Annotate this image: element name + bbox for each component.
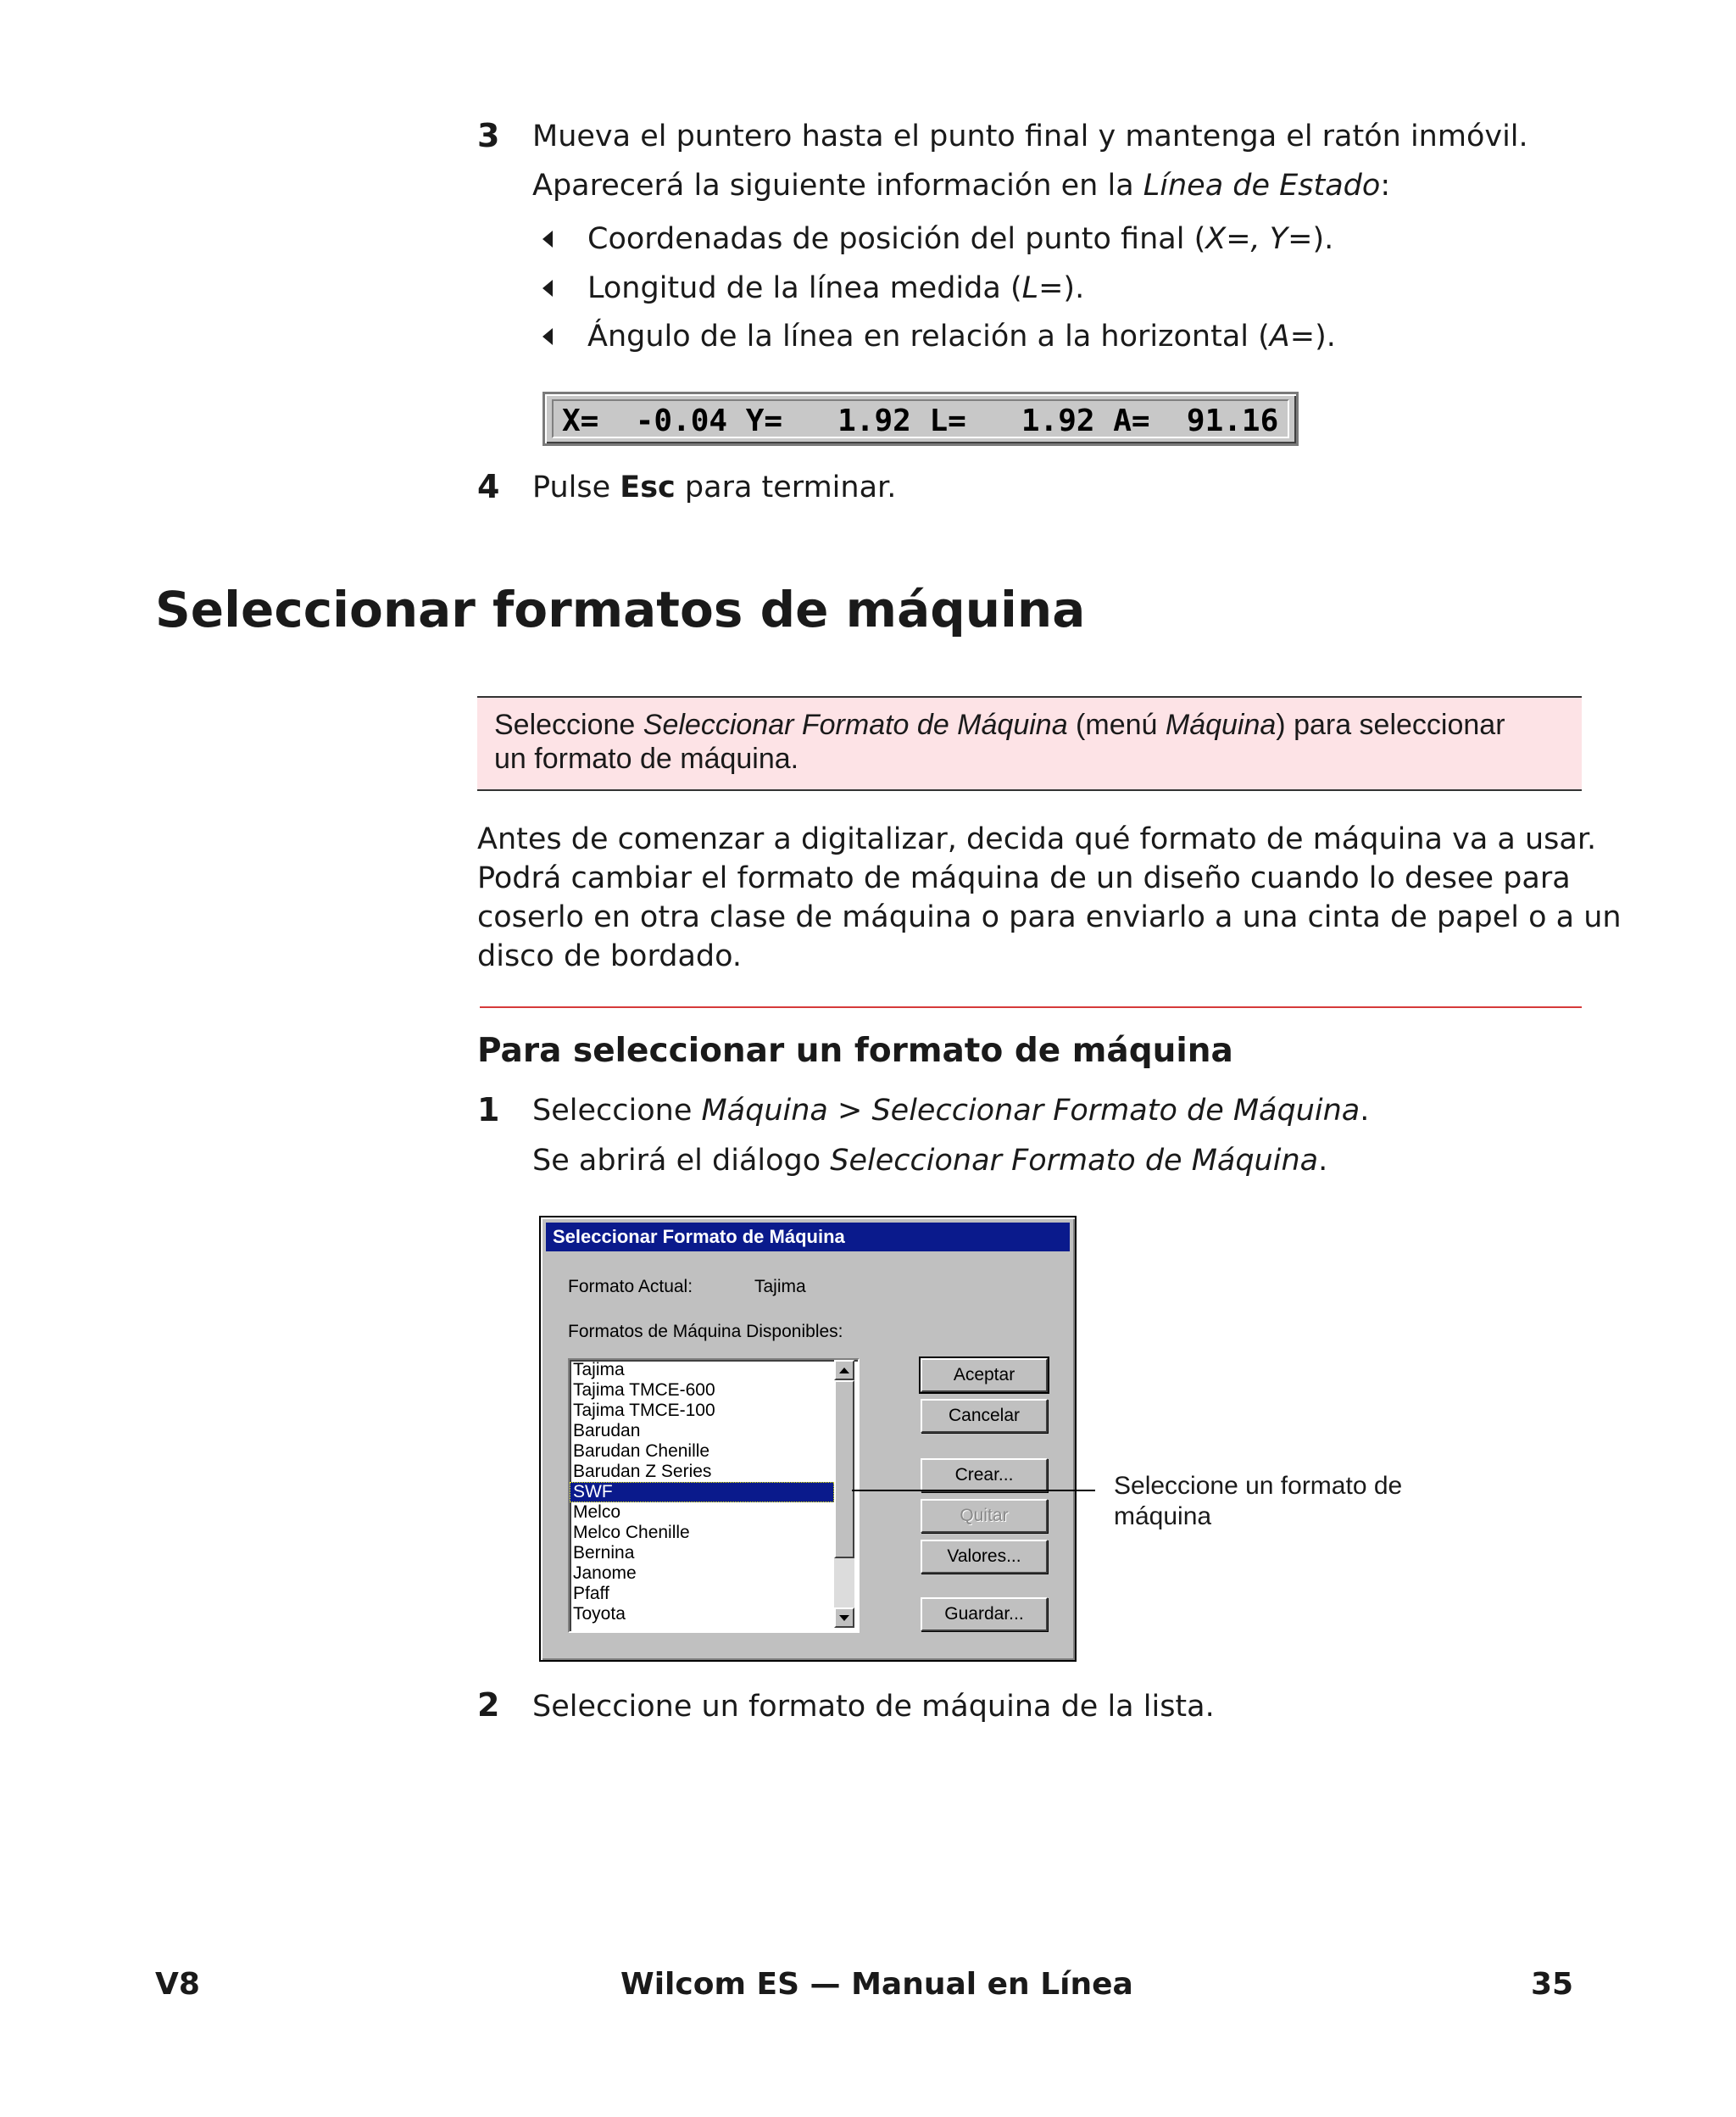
list-scrollbar[interactable]	[834, 1360, 854, 1628]
arrow-up-icon	[839, 1368, 849, 1373]
intro-line: disco de bordado.	[477, 939, 743, 973]
format-list-item[interactable]: Tajima TMCE-100	[573, 1401, 715, 1420]
create-button[interactable]: Crear...	[921, 1458, 1048, 1492]
values-button[interactable]: Valores...	[921, 1540, 1048, 1574]
format-list-item[interactable]: Barudan	[573, 1421, 641, 1440]
menu-note-box	[477, 696, 1582, 791]
step-2-text: Seleccione un formato de máquina de la lista.	[532, 1690, 1215, 1724]
format-list-item[interactable]: SWF	[570, 1482, 834, 1502]
format-list-item[interactable]: Barudan Z Series	[573, 1462, 712, 1481]
current-format-value: Tajima	[754, 1277, 806, 1296]
section-divider	[480, 1006, 1582, 1008]
format-list-item[interactable]: Bernina	[573, 1543, 635, 1563]
arrow-down-icon	[839, 1615, 849, 1621]
format-list-item[interactable]: Tajima TMCE-600	[573, 1380, 715, 1400]
procedure-title: Para seleccionar un formato de máquina	[477, 1032, 1233, 1070]
format-list-item[interactable]: Pfaff	[573, 1584, 609, 1603]
note-line-2: un formato de máquina.	[494, 743, 799, 775]
step-1-number: 1	[477, 1091, 500, 1128]
select-machine-format-dialog	[539, 1216, 1077, 1662]
step-3-text: Mueva el puntero hasta el punto final y mantenga el ratón inmóvil.	[532, 120, 1528, 153]
format-list-item[interactable]: Janome	[573, 1563, 637, 1583]
note-line-1: Seleccione Seleccionar Formato de Máquina (menú Máquina) para seleccionar	[494, 709, 1505, 741]
format-list-item[interactable]: Melco	[573, 1502, 621, 1522]
bullet-marker-icon	[542, 231, 553, 248]
scroll-thumb[interactable]	[834, 1380, 854, 1558]
intro-line: Podrá cambiar el formato de máquina de un diseño cuando lo desee para	[477, 861, 1571, 895]
intro-paragraph	[477, 820, 1622, 976]
step-4-text: Pulse Esc para terminar.	[532, 471, 897, 504]
format-list-item[interactable]: Melco Chenille	[573, 1523, 690, 1542]
footer-title: Wilcom ES — Manual en Línea	[620, 1967, 1133, 2002]
machine-format-list[interactable]	[568, 1358, 860, 1633]
accept-button[interactable]: Aceptar	[921, 1358, 1048, 1392]
step-2-number: 2	[477, 1686, 500, 1724]
footer-page-number: 35	[1531, 1967, 1574, 2002]
format-list-item[interactable]: Barudan Chenille	[573, 1441, 710, 1461]
bullet-item: Longitud de la línea medida (L=).	[587, 271, 1085, 305]
cancel-button[interactable]: Cancelar	[921, 1399, 1048, 1433]
bullet-item: Ángulo de la línea en relación a la horizontal (A=).	[587, 320, 1336, 354]
dialog-title: Seleccionar Formato de Máquina	[546, 1223, 1070, 1251]
status-line-text: X= -0.04 Y= 1.92 L= 1.92 A= 91.16	[552, 399, 1289, 438]
remove-button[interactable]: Quitar	[921, 1499, 1048, 1533]
format-list-item[interactable]: Toyota	[573, 1604, 626, 1624]
callout-line-1: Seleccione un formato de	[1114, 1472, 1403, 1500]
step-3-number: 3	[477, 117, 500, 154]
bullet-item: Coordenadas de posición del punto final (X=, Y=).	[587, 222, 1334, 256]
callout-leader-line	[852, 1490, 1095, 1491]
step-4-number: 4	[477, 468, 500, 505]
bullet-marker-icon	[542, 280, 553, 297]
footer-version: V8	[155, 1967, 200, 2002]
step-1-text: Seleccione Máquina > Seleccionar Formato de Máquina.	[532, 1094, 1370, 1128]
intro-line: coserlo en otra clase de máquina o para enviarlo a una cinta de papel o a un	[477, 900, 1622, 934]
step-1-subtext: Se abrirá el diálogo Seleccionar Formato de Máquina.	[532, 1144, 1328, 1178]
section-title: Seleccionar formatos de máquina	[155, 581, 1086, 638]
save-button[interactable]: Guardar...	[921, 1597, 1048, 1631]
current-format-label: Formato Actual:	[568, 1277, 693, 1296]
scroll-down-button[interactable]	[834, 1607, 854, 1628]
available-formats-label: Formatos de Máquina Disponibles:	[568, 1322, 843, 1341]
bullet-marker-icon	[542, 328, 553, 345]
callout-text	[1114, 1471, 1402, 1532]
intro-line: Antes de comenzar a digitalizar, decida qué formato de máquina va a usar.	[477, 822, 1597, 856]
step-3-subtext: Aparecerá la siguiente información en la Línea de Estado:	[532, 169, 1391, 203]
callout-line-2: máquina	[1114, 1502, 1212, 1530]
status-line-readout	[542, 392, 1299, 446]
format-list-item[interactable]: Tajima	[573, 1360, 625, 1379]
scroll-up-button[interactable]	[834, 1360, 854, 1380]
